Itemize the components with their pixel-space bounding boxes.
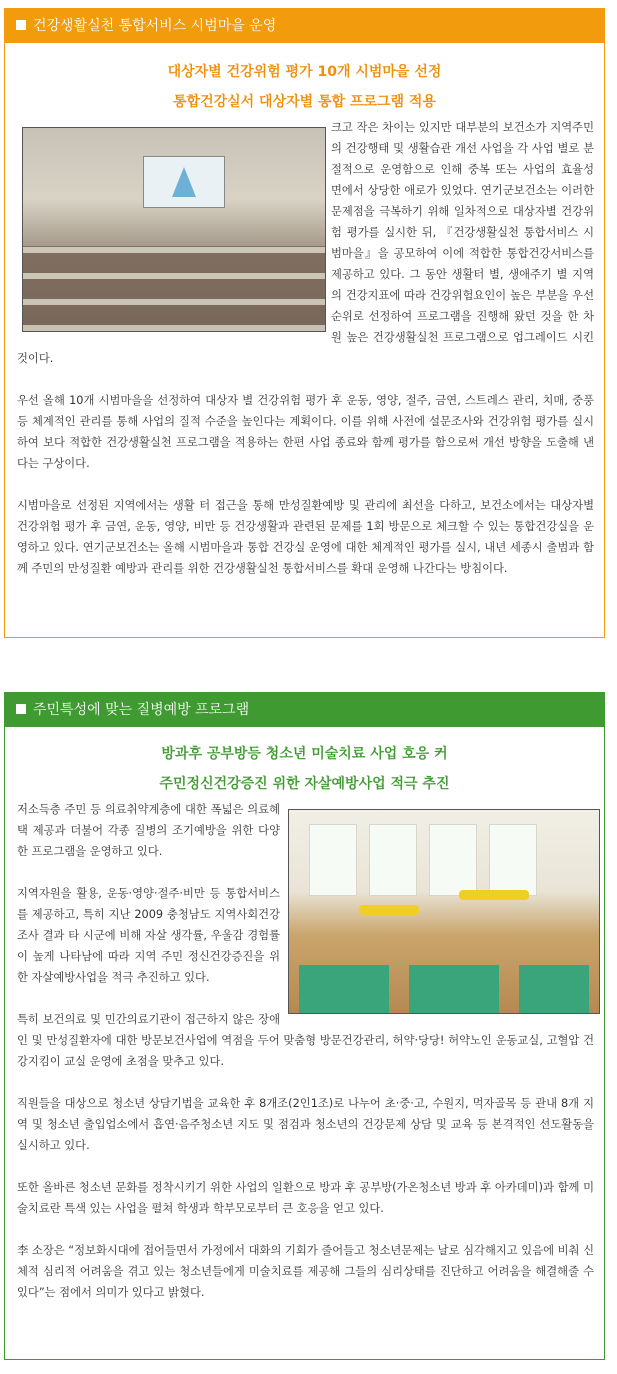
article-body [5,117,604,579]
paragraph: 우선 올해 10개 시범마을을 선정하여 대상자 별 건강위험 평가 후 운동, 영양, 절주, 금연, 스트레스 관리, 치매, 중풍 등 체계적인 관리를 통해 사업의 질적 수준을 높인다는 계획이다. 이를 위해 사전에 설문조사와 건강위험 평가를 실시하여 보다 적합한 건강생활실천 프로그램을 적용하는 한편 사업 종료와 함께 평가를 함으로써 개선 방향을 도출해 낸다는 구상이다. [17,394,594,470]
section-title: 건강생활실천 통합서비스 시범마을 운영 [33,18,277,34]
subtitle-2: 통합건강실서 대상자별 통합 프로그램 적용 [173,94,436,110]
exercise-mat [519,965,589,1013]
window [369,824,417,896]
section-disease-prevention [4,692,605,1360]
square-bullet-icon [16,20,26,30]
window [309,824,357,896]
exercise-mat [409,965,499,1013]
subtitle-1: 방과후 공부방등 청소년 미술치료 사업 호응 커 [161,746,448,762]
paragraph: 지역자원을 활용, 운동·영양·절주·비만 등 통합서비스를 제공하고, 특히 지난 2009 충청남도 지역사회건강조사 결과 타 시군에 비해 자살 생각률, 우울감 경험률이 높게 나타남에 따라 지역 주민 정신건강증진을 위한 자살예방사업을 적극 추진하고 있다. [17,887,280,984]
paragraph: 특히 보건의료 및 민간의료기관이 접근하지 않은 장애인 및 만성질환자에 대한 방문보건사업에 역점을 두어 맞춤형 방문건강관리, 허약·당당! 허약노인 운동교실, 고혈압 건강지킴이 교실 운영에 초점을 맞추고 있다. [17,1013,594,1068]
section-health-village [4,8,605,638]
subtitle-2: 주민정신건강증진 위한 자살예방사업 적극 추진 [159,776,450,792]
audience-rows [23,246,325,331]
section-header [5,9,604,43]
paragraph: 또한 올바른 청소년 문화를 정착시키기 위한 사업의 일환으로 방과 후 공부방(가온청소년 방과 후 아카데미)과 함께 미술치료란 특색 있는 사업을 펼쳐 학생과 학부모로부터 큰 호응을 얻고 있다. [17,1181,594,1215]
window [429,824,477,896]
section-header [5,693,604,727]
article-body [5,799,604,1303]
paragraph: 시범마을로 선정된 지역에서는 생활 터 접근을 통해 만성질환예방 및 관리에 최선을 다하고, 보건소에서는 대상자별 건강위험 평가 후 금연, 운동, 영양, 비만 등 건강생활과 관련된 문제를 1회 방문으로 체크할 수 있는 통합건강실을 운영하고 있다. 연기군보건소는 올해 시범마을과 통합 건강실 운영에 대한 체계적인 평가를 실시, 내년 세종시 출범과 함께 주민의 만성질환 예방과 관리를 위한 건강생활실천 통합서비스를 확대 운영해 나간다는 방침이다. [17,499,594,575]
lecture-hall-photo [22,127,326,332]
projector-screen [143,156,225,208]
window [489,824,537,896]
paragraph: 李 소장은 “정보화시대에 접어들면서 가정에서 대화의 기회가 줄어들고 청소년문제는 날로 심각해지고 있음에 비춰 신체적 심리적 어려움을 겪고 있는 청소년들에게 미술치료를 제공해 그들의 심리상태를 진단하고 어려움을 해결해줄 수 있다”는 점에서 의미가 있다고 밝혔다. [17,1244,594,1299]
square-bullet-icon [16,704,26,714]
exercise-band [459,890,529,900]
section-title: 주민특성에 맞는 질병예방 프로그램 [33,702,250,718]
exercise-band [359,905,419,915]
exercise-class-photo [288,809,600,1014]
paragraph: 직원들을 대상으로 청소년 상담기법을 교육한 후 8개조(2인1조)로 나누어 초·중·고, 수원지, 먹자골목 등 관내 8개 지역 및 청소년 출입업소에서 흡연·음주청소년 지도 및 점검과 청소년의 건강문제 상담 및 교육 등 본격적인 선도활동을 실시하고 있다. [17,1097,594,1152]
subtitle-1: 대상자별 건강위험 평가 10개 시범마을 선정 [167,64,442,80]
paragraph: 저소득층 주민 등 의료취약계층에 대한 폭넓은 의료혜택 제공과 더불어 각종 질병의 조기예방을 위한 다양한 프로그램을 운영하고 있다. [17,803,280,858]
paragraph: 크고 작은 차이는 있지만 대부분의 보건소가 지역주민의 건강행태 및 생활습관 개선 사업을 각 사업 별로 분절적으로 운영함으로 인해 중복 또는 사업의 효율성 면에서 상당한 애로가 있었다. 연기군보건소는 이러한 문제점을 극복하기 위해 일차적으로 대상자별 건강위험 평가를 실시한 뒤, 『건강생활실천 통합서비스 시범마을』을 공모하여 이에 적합한 통합건강서비스를 제공하고 있다. 그 동안 생활터 별, 생애주기 별 지역의 건강지표에 따라 건강위험요인이 높은 부분을 우선순위로 선정하여 프로그램을 진행해 왔던 것을 한 차원 높은 건강생활실천 프로그램으로 업그레이드 시킨 것이다. [17,121,594,365]
exercise-mat [299,965,389,1013]
